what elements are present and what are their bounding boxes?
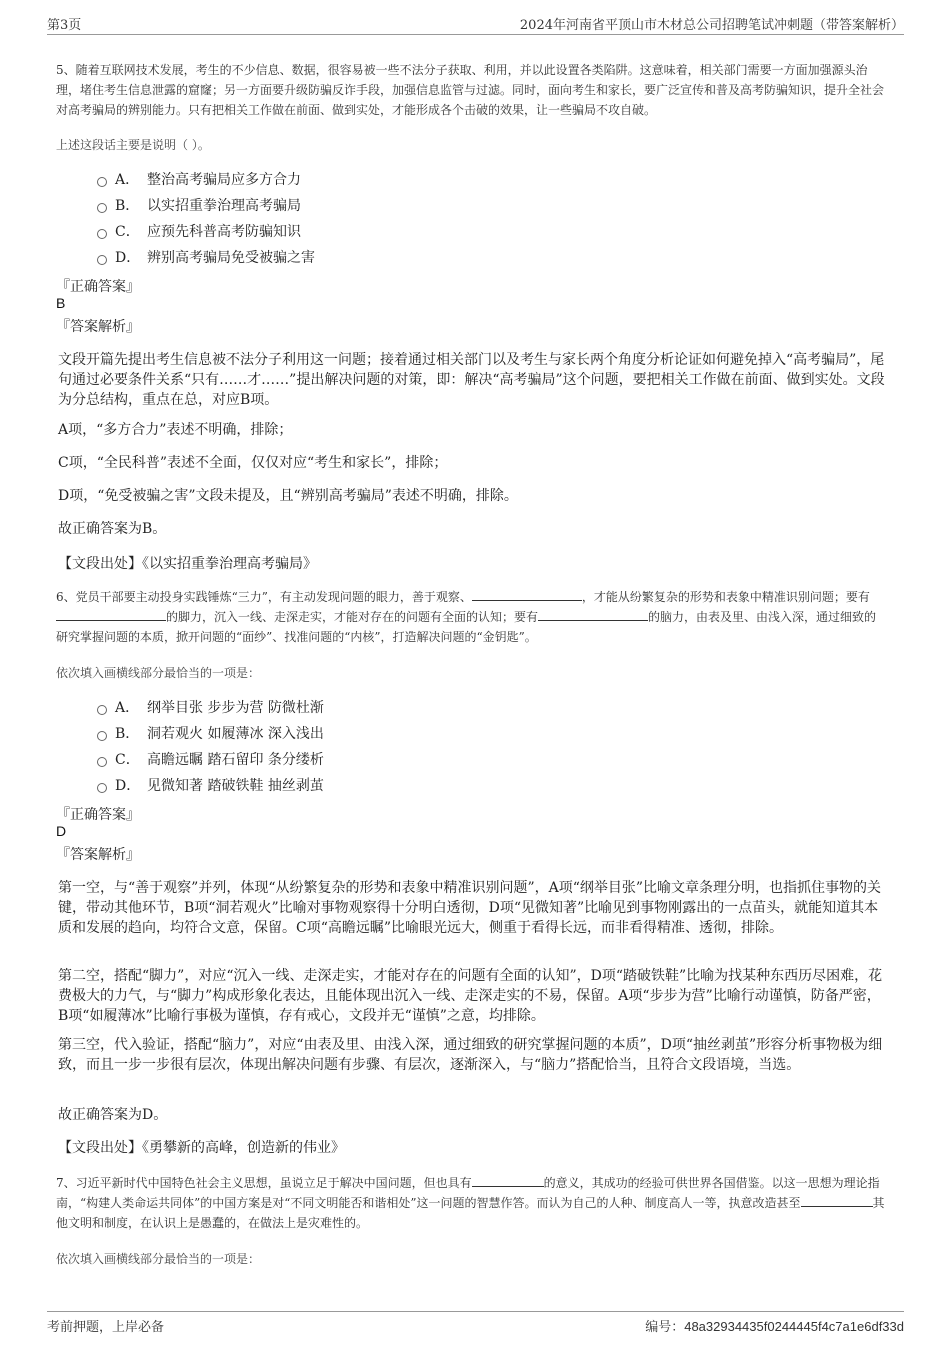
option-text: 应预先科普高考防骗知识 bbox=[147, 224, 301, 240]
option-letter: B． bbox=[115, 726, 140, 742]
q5-explanation-1: 文段开篇先提出考生信息被不法分子利用这一问题；接着通过相关部门以及考生与家长两个角度分析论证如何避免掉入“高考骗局”，尾句通过必要条件关系“只有……才……”提出解决问题的对策，即：解决“高考骗局”这个问题，要把相关工作做在前面、做到实处。文段为分总结构，重点在总，对应B项。 bbox=[58, 352, 885, 408]
q6-option-a[interactable] bbox=[97, 694, 324, 720]
q6-source: 【文段出处】《勇攀新的高峰，创造新的伟业》 bbox=[58, 1140, 345, 1156]
q5-explanation-3: C项，“全民科普”表述不全面，仅仅对应“考生和家长”，排除； bbox=[58, 455, 448, 471]
q6-text-part-1: 6、党员干部要主动投身实践锤炼“三力”，有主动发现问题的眼力，善于观察、 bbox=[56, 590, 472, 604]
option-text: 以实招重拳治理高考骗局 bbox=[147, 198, 301, 214]
q6-answer: D bbox=[56, 823, 67, 839]
q7-prompt: 依次填入画横线部分最恰当的一项是： bbox=[56, 1252, 261, 1266]
page-header bbox=[47, 12, 904, 35]
radio-icon[interactable] bbox=[97, 705, 107, 715]
q5-answer: B bbox=[56, 295, 66, 311]
page-footer bbox=[47, 1311, 904, 1336]
q5-explanation-2: A项，“多方合力”表述不明确，排除； bbox=[58, 422, 293, 438]
option-text: 整治高考骗局应多方合力 bbox=[147, 172, 301, 188]
q6-text bbox=[56, 587, 888, 647]
page-number: 第3页 bbox=[47, 18, 82, 33]
option-letter: C． bbox=[115, 224, 140, 240]
blank-2 bbox=[801, 1194, 873, 1207]
option-text: 纲举目张 步步为营 防微杜渐 bbox=[147, 700, 324, 716]
radio-icon[interactable] bbox=[97, 203, 107, 213]
option-text: 高瞻远瞩 踏石留印 条分缕析 bbox=[147, 752, 324, 768]
q5-option-b[interactable] bbox=[97, 192, 315, 218]
radio-icon[interactable] bbox=[97, 757, 107, 767]
q6-text-part-2: ，才能从纷繁复杂的形势和表象中精准识别问题；要有 bbox=[581, 590, 870, 604]
q6-analysis-label: 『答案解析』 bbox=[56, 847, 140, 863]
q5-prompt: 上述这段话主要是说明（ ）。 bbox=[56, 138, 210, 152]
q6-answer-label: 『正确答案』 bbox=[56, 807, 140, 823]
q5-option-c[interactable] bbox=[97, 218, 315, 244]
q5-source: 【文段出处】《以实招重拳治理高考骗局》 bbox=[58, 556, 317, 572]
q7-text-part-2: 的意义，其成功的经验可供世界各国借鉴。以这一思想为理论指南，“构建人类命运共同体”的中国方案是对“不同文明能否和谐相处”这一问题的智慧作答。而认为自己的人种、制度高人一等，执意改造甚至 bbox=[56, 1176, 880, 1210]
q5-text: 5、随着互联网技术发展，考生的不少信息、数据，很容易被一些不法分子获取、利用，并以此设置各类陷阱。这意味着，相关部门需要一方面加强源头治理，堵住考生信息泄露的窟窿；另一方面要升级防骗反诈手段，加强信息监管与过滤。同时，面向考生和家长，要广泛宣传和普及高考防骗知识，提升全社会对高考骗局的辨别能力。只有把相关工作做在前面、做到实处，才能形成各个击破的效果，让一些骗局不攻自破。 bbox=[56, 63, 885, 117]
q6-options bbox=[97, 694, 324, 798]
option-letter: D． bbox=[115, 778, 141, 794]
radio-icon[interactable] bbox=[97, 177, 107, 187]
blank-1 bbox=[472, 588, 582, 601]
blank-2 bbox=[56, 608, 166, 621]
blank-1 bbox=[472, 1174, 544, 1187]
q6-prompt: 依次填入画横线部分最恰当的一项是： bbox=[56, 666, 261, 680]
option-letter: C． bbox=[115, 752, 140, 768]
option-letter: A． bbox=[115, 172, 140, 188]
radio-icon[interactable] bbox=[97, 229, 107, 239]
q5-analysis-label: 『答案解析』 bbox=[56, 319, 140, 335]
option-text: 见微知著 踏破铁鞋 抽丝剥茧 bbox=[147, 778, 324, 794]
code-value: 48a32934435f0244445f4c7a1e6df33d bbox=[684, 1319, 904, 1334]
q5-options bbox=[97, 166, 315, 270]
q5-option-a[interactable] bbox=[97, 166, 315, 192]
q7-text bbox=[56, 1173, 888, 1233]
radio-icon[interactable] bbox=[97, 783, 107, 793]
option-text: 洞若观火 如履薄冰 深入浅出 bbox=[147, 726, 324, 742]
document-code bbox=[645, 1316, 904, 1335]
q6-text-part-4: 的脑力，由表及里、由浅入深，通过细致的研究掌握问题的本质，掀开问题的“面纱”、找准问题的“内核”，打造解决问题的“金钥匙”。 bbox=[56, 610, 877, 644]
q5-answer-label: 『正确答案』 bbox=[56, 279, 140, 295]
footer-slogan: 考前押题，上岸必备 bbox=[47, 1320, 165, 1335]
q6-explanation-1: 第一空，与“善于观察”并列，体现“从纷繁复杂的形势和表象中精准识别问题”，A项“纲举目张”比喻文章条理分明，也指抓住事物的关键，带动其他环节，B项“洞若观火”比喻对事物观察得十分明白透彻，D项“见微知著”比喻见到事物刚露出的一点苗头，就能知道其本质和发展的趋向，均符合文意，保留。C项“高瞻远瞩”比喻眼光远大，侧重于看得长远，而非看得精准、透彻，排除。 bbox=[58, 880, 882, 936]
option-letter: D． bbox=[115, 250, 141, 266]
option-letter: A． bbox=[115, 700, 140, 716]
q6-option-b[interactable] bbox=[97, 720, 324, 746]
option-letter: B． bbox=[115, 198, 140, 214]
q5-explanation-4: D项，“免受被骗之害”文段未提及，且“辨别高考骗局”表述不明确，排除。 bbox=[58, 488, 518, 504]
blank-3 bbox=[538, 608, 648, 621]
q5-option-d[interactable] bbox=[97, 244, 315, 270]
code-label: 编号： bbox=[645, 1320, 685, 1335]
q6-explanation-3: 第三空，代入验证，搭配“脑力”，对应“由表及里、由浅入深，通过细致的研究掌握问题的本质”，D项“抽丝剥茧”形容分析事物极为细致，而且一步一步很有层次，体现出解决问题有步骤、有层次，逐渐深入，与“脑力”搭配恰当，且符合文段语境，当选。 bbox=[58, 1037, 883, 1073]
document-title: 2024年河南省平顶山市木材总公司招聘笔试冲刺题（带答案解析） bbox=[519, 18, 904, 33]
radio-icon[interactable] bbox=[97, 255, 107, 265]
q7-text-part-3: 其他文明和制度，在认识上是愚蠢的，在做法上是灾难性的。 bbox=[56, 1196, 885, 1230]
q7-text-part-1: 7、习近平新时代中国特色社会主义思想，虽说立足于解决中国问题，但也具有 bbox=[56, 1176, 472, 1190]
radio-icon[interactable] bbox=[97, 731, 107, 741]
q6-option-d[interactable] bbox=[97, 772, 324, 798]
q6-explanation-4: 故正确答案为D。 bbox=[58, 1107, 168, 1123]
option-text: 辨别高考骗局免受被骗之害 bbox=[147, 250, 315, 266]
q5-explanation-5: 故正确答案为B。 bbox=[58, 521, 167, 537]
q6-text-part-3: 的脚力，沉入一线、走深走实，才能对存在的问题有全面的认知；要有 bbox=[166, 610, 539, 624]
q6-option-c[interactable] bbox=[97, 746, 324, 772]
q6-explanation-2: 第二空，搭配“脚力”，对应“沉入一线、走深走实，才能对存在的问题有全面的认知”，D项“踏破铁鞋”比喻为找某种东西历尽困难，花费极大的力气，与“脚力”构成形象化表达，且能体现出沉入一线、走深走实的不易，保留。A项“步步为营”比喻行动谨慎，防备严密，B项“如履薄冰”比喻行事极为谨慎，存有戒心，文段并无“谨慎”之意，均排除。 bbox=[58, 968, 883, 1024]
